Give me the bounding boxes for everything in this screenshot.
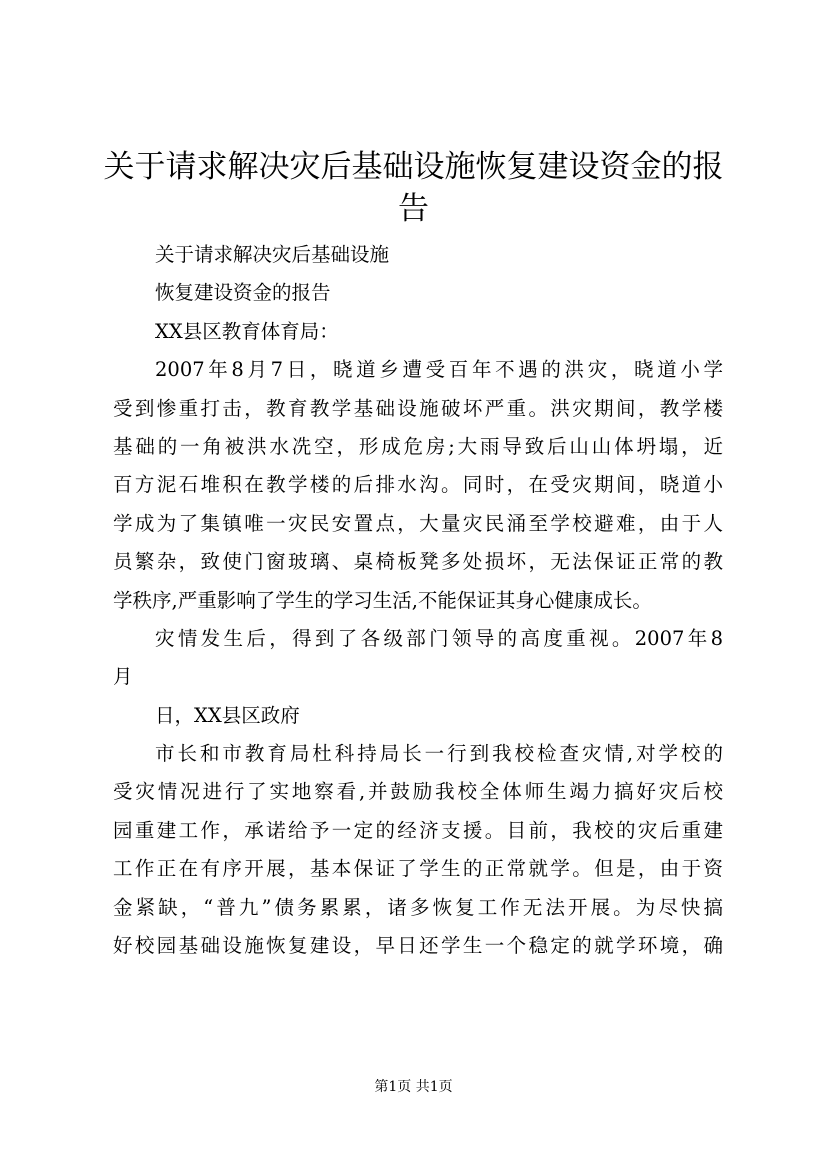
- body-line: 受灾情况进行了实地察看,并鼓励我校全体师生竭力搞好灾后校: [113, 780, 723, 804]
- body-line: 园重建工作，承诺给予一定的经济支援。目前，我校的灾后重建: [113, 818, 723, 842]
- body-line: 好校园基础设施恢复建设，早日还学生一个稳定的就学环境，确: [113, 934, 723, 958]
- body-line: 基础的一角被洪水冼空，形成危房;大雨导致后山山体坍塌，近: [113, 434, 723, 458]
- document-title: [95, 146, 732, 230]
- body-line: 学秩序,严重影响了学生的学习生活,不能保证其身心健康成长。: [113, 588, 652, 612]
- body-line: 百方泥石堆积在教学楼的后排水沟。同时，在受灾期间，晓道小: [113, 473, 723, 497]
- title-line-1: 关于请求解决灾后基础设施恢复建设资金的报: [103, 149, 724, 185]
- body-line: 月: [113, 665, 133, 689]
- body-line-subtitle-1: 关于请求解决灾后基础设施: [155, 243, 390, 266]
- body-line: 2007年8月7日，晓道乡遭受百年不遇的洪灾，晓道小学: [155, 358, 723, 382]
- body-line: 工作正在有序开展，基本保证了学生的正常就学。但是，由于资: [113, 857, 723, 881]
- body-line: 金紧缺，“普九”债务累累，诸多恢复工作无法开展。为尽快搞: [113, 895, 723, 919]
- document-body: [113, 236, 723, 965]
- body-line: 灾情发生后，得到了各级部门领导的高度重视。2007年8: [155, 626, 723, 650]
- title-line-2: 告: [398, 191, 429, 227]
- body-line: 学成为了集镇唯一灾民安置点，大量灾民涌至学校避难，由于人: [113, 511, 723, 535]
- body-line-subtitle-2: 恢复建设资金的报告: [155, 281, 331, 305]
- body-line: 员繁杂，致使门窗玻璃、桌椅板凳多处损坏，无法保证正常的教: [113, 550, 723, 574]
- body-line-salutation: XX县区教育体育局：: [155, 319, 339, 343]
- body-line: 受到惨重打击，教育教学基础设施破坏严重。洪灾期间，教学楼: [113, 396, 723, 420]
- body-line: 市长和市教育局杜科持局长一行到我校检查灾情,对学校的: [155, 742, 723, 766]
- body-line: 日，XX县区政府: [155, 703, 300, 727]
- page-footer: 第1页 共1页: [374, 1079, 453, 1095]
